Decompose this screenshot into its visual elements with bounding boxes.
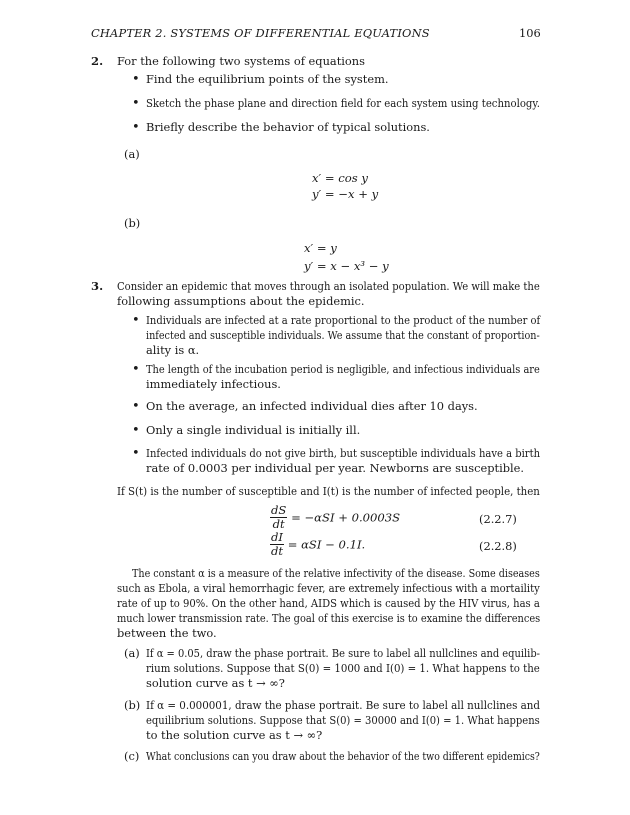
subpart-line: equilibrium solutions. Suppose that S(0) = 30000 and I(0) = 1. What happens — [146, 713, 540, 727]
equation-b2: y′ = x − x³ − y — [304, 259, 389, 273]
problem-2-bullet: Sketch the phase plane and direction field for each system using technology. — [146, 96, 540, 110]
problem-3-bullet-line: The length of the incubation period is negligible, and infectious individuals are — [146, 362, 540, 376]
equation-rhs: = αSI − 0.1I. — [287, 537, 366, 552]
equation-a1: x′ = cos y — [312, 171, 368, 185]
bullet-icon: • — [132, 120, 140, 135]
problem-3-bullet-line: On the average, an infected individual dies after 10 days. — [146, 399, 478, 413]
equation-tag: (2.2.8) — [479, 539, 517, 553]
equation-tag: (2.2.7) — [479, 512, 517, 526]
fraction-numerator: dS — [271, 503, 287, 517]
subpart-line: What conclusions can you draw about the behavior of the two different epidemics? — [146, 749, 540, 763]
problem-3-intro-line: following assumptions about the epidemic. — [117, 294, 365, 308]
paragraph-line: rate of up to 90%. On the other hand, AIDS which is caused by the HIV virus, has a — [117, 596, 540, 610]
part-a-label: (a) — [124, 147, 140, 161]
problem-2-intro: For the following two systems of equations — [117, 54, 365, 68]
problem-3-bullet-line: Individuals are infected at a rate proportional to the product of the number of — [146, 313, 541, 327]
problem-3-bullet-line: infected and susceptible individuals. We assume that the constant of proportion- — [146, 328, 540, 342]
subpart-line: to the solution curve as t → ∞? — [146, 728, 323, 742]
fraction-numerator: dI — [271, 530, 284, 544]
equation-2-2-8 — [270, 531, 365, 558]
subpart-line: If α = 0.000001, draw the phase portrait. Be sure to label all nullclines and — [146, 698, 541, 712]
paragraph-line: between the two. — [117, 626, 217, 640]
fraction-denominator: dt — [270, 544, 284, 558]
problem-2-bullet: Find the equilibrium points of the system. — [146, 72, 389, 86]
problem-2-number: 2. — [91, 54, 104, 68]
equation-a2: y′ = −x + y — [312, 187, 379, 201]
problem-3-bullet-line: immediately infectious. — [146, 377, 281, 391]
running-header: CHAPTER 2. SYSTEMS OF DIFFERENTIAL EQUATIONS — [91, 26, 430, 40]
problem-3-bullet-line: rate of 0.0003 per individual per year. Newborns are susceptible. — [146, 461, 525, 475]
subpart-label: (b) — [124, 698, 141, 712]
bullet-icon: • — [132, 96, 140, 111]
subpart-line: solution curve as t → ∞? — [146, 676, 285, 690]
problem-3-bullet-line: Only a single individual is initially ill. — [146, 423, 361, 437]
equation-rhs: = −αSI + 0.0003S — [291, 510, 401, 525]
fraction-dI-dt — [270, 531, 284, 558]
problem-3-number: 3. — [91, 279, 104, 293]
subpart-line: If α = 0.05, draw the phase portrait. Be sure to label all nullclines and equilib- — [146, 646, 541, 660]
subpart-label: (a) — [124, 646, 140, 660]
problem-3-bullet-line: Infected individuals do not give birth, but susceptible individuals have a birth — [146, 446, 541, 460]
problem-2-bullet: Briefly describe the behavior of typical solutions. — [146, 120, 430, 134]
problem-3-if-line: If S(t) is the number of susceptible and I(t) is the number of infected people, then — [117, 484, 540, 498]
paragraph-line: such as Ebola, a viral hemorrhagic fever, are extremely infectious with a mortaility — [117, 581, 540, 595]
fraction-denominator: dt — [272, 517, 285, 531]
equation-2-2-7 — [270, 504, 400, 531]
subpart-label: (c) — [124, 749, 140, 763]
bullet-icon: • — [132, 362, 140, 377]
problem-3-intro-line: Consider an epidemic that moves through an isolated population. We will make the — [117, 279, 540, 293]
fraction-dS-dt — [270, 504, 287, 531]
bullet-icon: • — [132, 423, 140, 438]
part-b-label: (b) — [124, 216, 141, 230]
problem-3-bullet-line: ality is α. — [146, 343, 200, 357]
equation-b1: x′ = y — [304, 241, 337, 255]
paragraph-line: The constant α is a measure of the relative infectivity of the disease. Some diseases — [132, 566, 540, 580]
paragraph-line: much lower transmission rate. The goal of this exercise is to examine the differences — [117, 611, 541, 625]
bullet-icon: • — [132, 313, 140, 328]
page-number: 106 — [519, 26, 541, 40]
bullet-icon: • — [132, 399, 140, 414]
bullet-icon: • — [132, 72, 140, 87]
bullet-icon: • — [132, 446, 140, 461]
subpart-line: rium solutions. Suppose that S(0) = 1000 and I(0) = 1. What happens to the — [146, 661, 540, 675]
